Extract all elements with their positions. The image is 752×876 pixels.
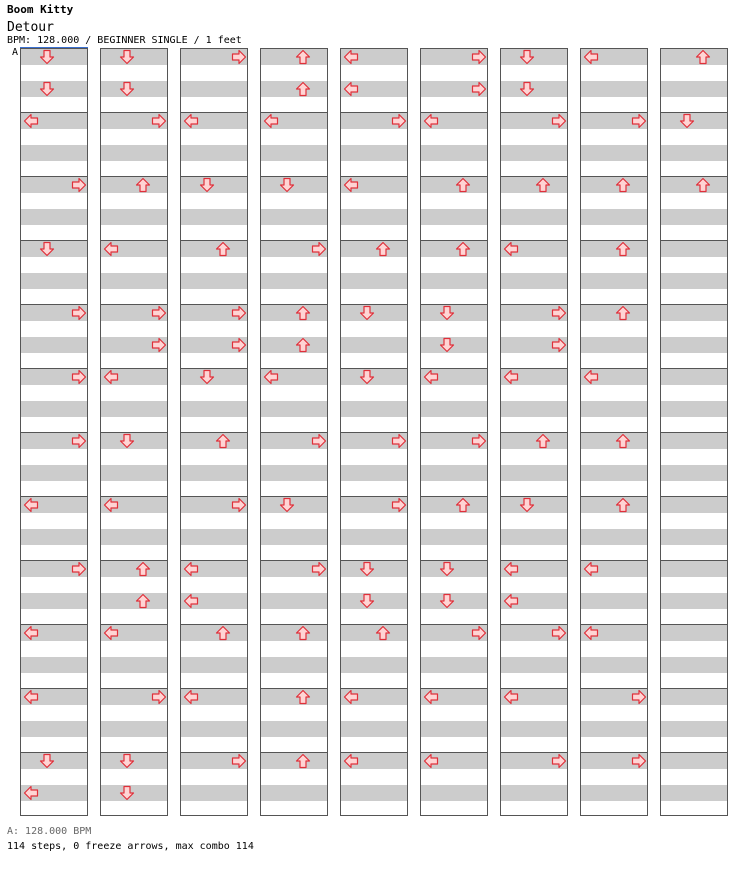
left-arrow-icon: [343, 81, 359, 97]
measure: [101, 177, 167, 241]
right-arrow-icon: [631, 753, 647, 769]
right-arrow-icon: [311, 241, 327, 257]
left-arrow-icon: [183, 689, 199, 705]
measure: [661, 433, 727, 497]
chart-column-2: [100, 48, 168, 816]
down-arrow-icon: [39, 241, 55, 257]
left-arrow-icon: [343, 753, 359, 769]
measure-line: [661, 176, 727, 177]
measure-line: [661, 432, 727, 433]
down-arrow-icon: [119, 81, 135, 97]
measure-line: [661, 752, 727, 753]
measure-line: [581, 432, 647, 433]
down-arrow-icon: [439, 305, 455, 321]
left-arrow-icon: [343, 177, 359, 193]
measure: [501, 433, 567, 497]
right-arrow-icon: [231, 337, 247, 353]
up-arrow-icon: [295, 49, 311, 65]
left-arrow-icon: [23, 689, 39, 705]
chart-info: BPM: 128.000 / BEGINNER SINGLE / 1 feet: [7, 35, 242, 46]
left-arrow-icon: [103, 241, 119, 257]
up-arrow-icon: [455, 241, 471, 257]
right-arrow-icon: [231, 49, 247, 65]
up-arrow-icon: [375, 625, 391, 641]
right-arrow-icon: [71, 433, 87, 449]
up-arrow-icon: [375, 241, 391, 257]
measure: [581, 177, 647, 241]
up-arrow-icon: [295, 337, 311, 353]
left-arrow-icon: [23, 113, 39, 129]
down-arrow-icon: [199, 369, 215, 385]
left-arrow-icon: [423, 369, 439, 385]
down-arrow-icon: [359, 593, 375, 609]
measure-line: [581, 240, 647, 241]
up-arrow-icon: [135, 561, 151, 577]
right-arrow-icon: [551, 113, 567, 129]
left-arrow-icon: [103, 369, 119, 385]
left-arrow-icon: [503, 369, 519, 385]
down-arrow-icon: [39, 81, 55, 97]
left-arrow-icon: [343, 49, 359, 65]
down-arrow-icon: [39, 49, 55, 65]
measure-line: [181, 240, 247, 241]
chart-column-5: [340, 48, 408, 816]
right-arrow-icon: [231, 497, 247, 513]
measure: [661, 497, 727, 561]
chart-column-9: [660, 48, 728, 816]
down-arrow-icon: [519, 497, 535, 513]
measure: [661, 689, 727, 753]
left-arrow-icon: [423, 689, 439, 705]
up-arrow-icon: [455, 177, 471, 193]
measure-line: [181, 432, 247, 433]
down-arrow-icon: [279, 177, 295, 193]
left-arrow-icon: [503, 689, 519, 705]
measure: [421, 497, 487, 561]
down-arrow-icon: [279, 497, 295, 513]
down-arrow-icon: [439, 561, 455, 577]
measure: [101, 561, 167, 625]
chart-column-3: [180, 48, 248, 816]
measure: [261, 625, 327, 689]
bpm-marker-label: A: [12, 47, 19, 58]
left-arrow-icon: [343, 689, 359, 705]
right-arrow-icon: [231, 753, 247, 769]
right-arrow-icon: [151, 305, 167, 321]
up-arrow-icon: [215, 625, 231, 641]
left-arrow-icon: [183, 593, 199, 609]
up-arrow-icon: [615, 433, 631, 449]
left-arrow-icon: [583, 561, 599, 577]
measure-line: [261, 304, 327, 305]
measure: [261, 49, 327, 113]
left-arrow-icon: [263, 369, 279, 385]
left-arrow-icon: [503, 241, 519, 257]
chart-column-8: [580, 48, 648, 816]
right-arrow-icon: [471, 49, 487, 65]
measure-line: [181, 624, 247, 625]
measure-line: [341, 624, 407, 625]
right-arrow-icon: [151, 113, 167, 129]
right-arrow-icon: [631, 113, 647, 129]
right-arrow-icon: [551, 337, 567, 353]
measure-line: [101, 560, 167, 561]
right-arrow-icon: [391, 497, 407, 513]
measure-line: [421, 496, 487, 497]
up-arrow-icon: [215, 241, 231, 257]
right-arrow-icon: [551, 753, 567, 769]
measure: [661, 561, 727, 625]
down-arrow-icon: [519, 81, 535, 97]
measure-line: [421, 176, 487, 177]
down-arrow-icon: [359, 369, 375, 385]
left-arrow-icon: [23, 625, 39, 641]
down-arrow-icon: [119, 433, 135, 449]
right-arrow-icon: [631, 689, 647, 705]
right-arrow-icon: [71, 177, 87, 193]
footer-bpm: A: 128.000 BPM: [7, 826, 92, 837]
measure: [421, 177, 487, 241]
measure: [581, 433, 647, 497]
right-arrow-icon: [471, 81, 487, 97]
chart-column-1: [20, 48, 88, 816]
measure-line: [661, 496, 727, 497]
left-arrow-icon: [503, 561, 519, 577]
right-arrow-icon: [471, 433, 487, 449]
chart-column-4: [260, 48, 328, 816]
measure: [581, 305, 647, 369]
right-arrow-icon: [391, 113, 407, 129]
right-arrow-icon: [311, 561, 327, 577]
down-arrow-icon: [519, 49, 535, 65]
down-arrow-icon: [359, 561, 375, 577]
measure: [661, 305, 727, 369]
song-artist: Boom Kitty: [7, 3, 74, 16]
measure-line: [261, 752, 327, 753]
measure-line: [661, 560, 727, 561]
left-arrow-icon: [263, 113, 279, 129]
up-arrow-icon: [135, 593, 151, 609]
left-arrow-icon: [23, 497, 39, 513]
right-arrow-icon: [71, 561, 87, 577]
right-arrow-icon: [471, 625, 487, 641]
down-arrow-icon: [119, 49, 135, 65]
left-arrow-icon: [103, 497, 119, 513]
measure-line: [661, 304, 727, 305]
measure-line: [261, 688, 327, 689]
up-arrow-icon: [615, 241, 631, 257]
right-arrow-icon: [391, 433, 407, 449]
left-arrow-icon: [423, 113, 439, 129]
measure: [661, 241, 727, 305]
right-arrow-icon: [151, 689, 167, 705]
up-arrow-icon: [615, 305, 631, 321]
measure-line: [661, 240, 727, 241]
right-arrow-icon: [151, 337, 167, 353]
up-arrow-icon: [215, 433, 231, 449]
left-arrow-icon: [23, 785, 39, 801]
down-arrow-icon: [119, 753, 135, 769]
left-arrow-icon: [583, 625, 599, 641]
right-arrow-icon: [551, 625, 567, 641]
measure: [661, 625, 727, 689]
down-arrow-icon: [39, 753, 55, 769]
measure-line: [661, 368, 727, 369]
up-arrow-icon: [455, 497, 471, 513]
measure-line: [581, 304, 647, 305]
down-arrow-icon: [119, 785, 135, 801]
measure: [181, 241, 247, 305]
measure: [261, 689, 327, 753]
left-arrow-icon: [183, 561, 199, 577]
measure: [661, 177, 727, 241]
footer-stats: 114 steps, 0 freeze arrows, max combo 114: [7, 841, 254, 852]
left-arrow-icon: [423, 753, 439, 769]
measure: [341, 241, 407, 305]
up-arrow-icon: [295, 753, 311, 769]
up-arrow-icon: [695, 49, 711, 65]
up-arrow-icon: [295, 689, 311, 705]
measure-line: [421, 240, 487, 241]
up-arrow-icon: [295, 305, 311, 321]
measure: [661, 753, 727, 817]
up-arrow-icon: [615, 177, 631, 193]
measure: [261, 305, 327, 369]
right-arrow-icon: [311, 433, 327, 449]
measure-line: [341, 240, 407, 241]
measure-line: [261, 624, 327, 625]
left-arrow-icon: [103, 625, 119, 641]
up-arrow-icon: [535, 177, 551, 193]
down-arrow-icon: [439, 337, 455, 353]
down-arrow-icon: [679, 113, 695, 129]
measure-line: [581, 176, 647, 177]
up-arrow-icon: [295, 625, 311, 641]
measure: [261, 753, 327, 817]
measure: [421, 241, 487, 305]
left-arrow-icon: [183, 113, 199, 129]
up-arrow-icon: [295, 81, 311, 97]
measure-line: [661, 624, 727, 625]
right-arrow-icon: [71, 305, 87, 321]
measure-line: [661, 688, 727, 689]
measure: [581, 241, 647, 305]
measure: [661, 49, 727, 113]
chart-column-7: [500, 48, 568, 816]
down-arrow-icon: [439, 593, 455, 609]
measure: [661, 369, 727, 433]
left-arrow-icon: [583, 369, 599, 385]
measure: [181, 625, 247, 689]
left-arrow-icon: [583, 49, 599, 65]
measure-line: [101, 176, 167, 177]
measure-line: [581, 496, 647, 497]
down-arrow-icon: [359, 305, 375, 321]
right-arrow-icon: [231, 305, 247, 321]
right-arrow-icon: [551, 305, 567, 321]
up-arrow-icon: [615, 497, 631, 513]
measure: [501, 177, 567, 241]
measure: [181, 433, 247, 497]
up-arrow-icon: [135, 177, 151, 193]
measure-line: [501, 176, 567, 177]
up-arrow-icon: [535, 433, 551, 449]
measure: [341, 625, 407, 689]
right-arrow-icon: [71, 369, 87, 385]
left-arrow-icon: [503, 593, 519, 609]
down-arrow-icon: [199, 177, 215, 193]
measure-line: [501, 432, 567, 433]
up-arrow-icon: [695, 177, 711, 193]
song-title: Detour: [7, 20, 54, 35]
measure: [581, 497, 647, 561]
chart-column-6: [420, 48, 488, 816]
